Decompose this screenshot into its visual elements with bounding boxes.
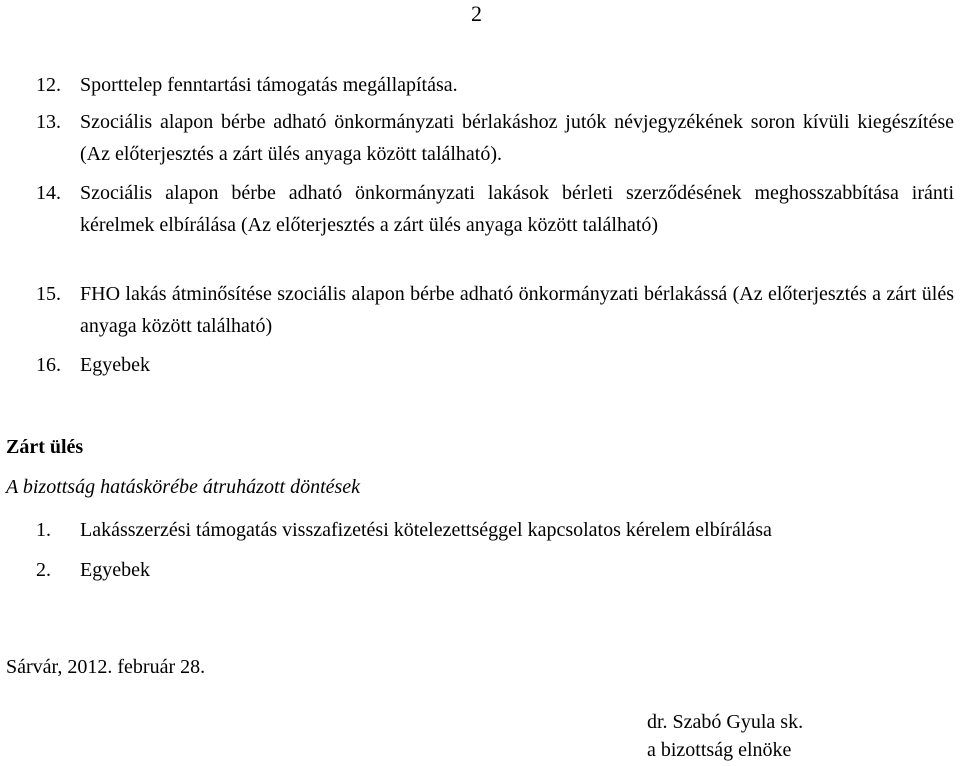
closed-item-text: Egyebek: [80, 559, 150, 581]
closed-item-1: [36, 514, 954, 546]
agenda-item-16: [36, 349, 954, 381]
agenda-item-number: 13.: [36, 111, 61, 133]
agenda-item-12: [36, 69, 954, 101]
place-date: Sárvár, 2012. február 28.: [6, 656, 206, 678]
signer-title: a bizottság elnöke: [647, 739, 792, 761]
page-number: 2: [471, 1, 482, 26]
agenda-item-number: 16.: [36, 354, 61, 376]
closed-item-number: 1.: [36, 519, 51, 541]
agenda-item-text: Szociális alapon bérbe adható önkormányzati lakások bérleti szerződésének meghosszabbítása iránti kérelmek elbírálása (Az előterjesztés a zárt ülés anyaga között található): [80, 182, 954, 236]
agenda-item-13: [36, 106, 954, 170]
agenda-item-14: [36, 177, 954, 241]
closed-item-2: [36, 554, 954, 586]
closed-item-number: 2.: [36, 559, 51, 581]
closed-session-subheading: A bizottság hatáskörébe átruházott döntések: [6, 476, 361, 498]
agenda-item-text: Szociális alapon bérbe adható önkormányzati bérlakáshoz jutók névjegyzékének soron kívüli kiegészítése (Az előterjesztés a zárt ülés anyaga között található).: [80, 111, 954, 165]
agenda-item-15: [36, 278, 954, 342]
closed-item-text: Lakásszerzési támogatás visszafizetési kötelezettséggel kapcsolatos kérelem elbírálása: [80, 519, 772, 541]
agenda-item-text: FHO lakás átminősítése szociális alapon bérbe adható önkormányzati bérlakássá (Az előterjesztés a zárt ülés anyaga között található): [80, 283, 954, 337]
signer-name: dr. Szabó Gyula sk.: [647, 711, 804, 733]
agenda-item-number: 14.: [36, 182, 61, 204]
agenda-item-number: 15.: [36, 283, 61, 305]
agenda-item-number: 12.: [36, 74, 61, 96]
agenda-item-text: Egyebek: [80, 354, 150, 376]
closed-session-heading: Zárt ülés: [6, 436, 84, 458]
agenda-item-text: Sporttelep fenntartási támogatás megállapítása.: [80, 74, 458, 96]
